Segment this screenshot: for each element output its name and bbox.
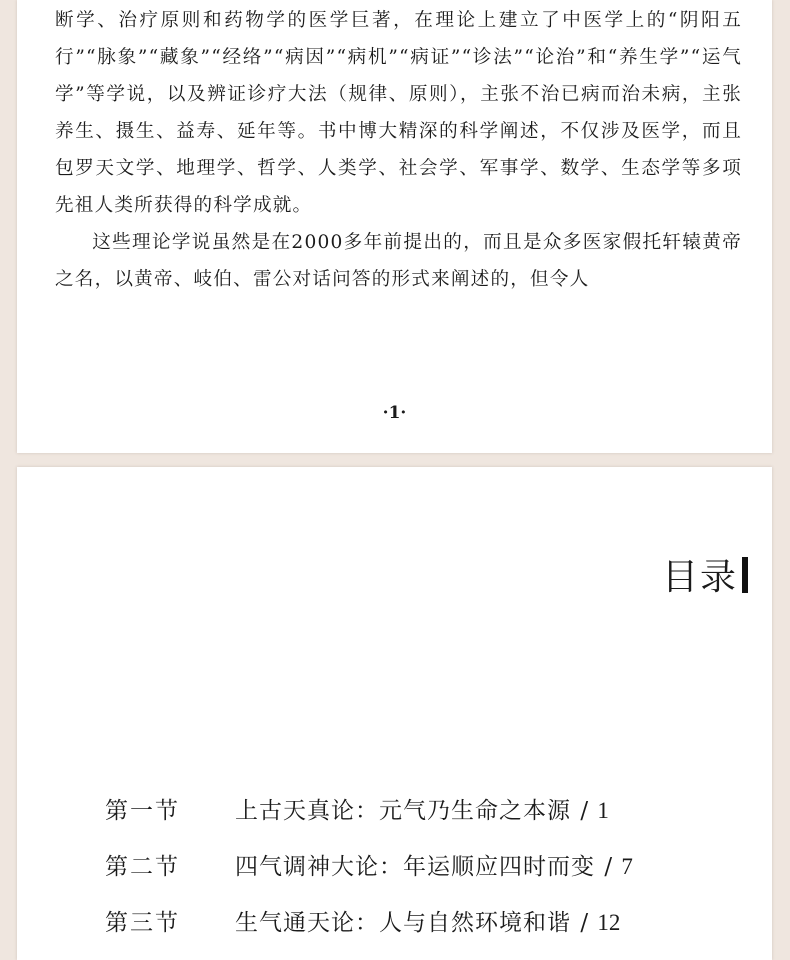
paragraph: 这些理论学说虽然是在2000多年前提出的，而且是众多医家假托轩辕黄帝之名，以黄帝、岐伯、雷公对话问答的形式来阐述的，但令人 (55, 232, 742, 290)
page-body-text (55, 2, 742, 298)
book-page-upper (17, 0, 772, 453)
toc-heading: 四气调神大论：年运顺应四时而变 (235, 854, 595, 880)
toc-heading: 上古天真论：元气乃生命之本源 (235, 798, 571, 824)
toc-page-number: 7 (621, 854, 633, 879)
toc-entry (105, 904, 633, 960)
toc-separator: / (580, 910, 589, 936)
toc-page-number: 1 (597, 798, 609, 823)
toc-header (662, 549, 748, 600)
toc-heading: 生气通天论：人与自然环境和谐 (235, 910, 571, 936)
toc-separator: / (604, 854, 613, 880)
table-of-contents (105, 792, 633, 960)
toc-section-number: 第二节 (105, 854, 180, 880)
title-bar-decoration (742, 557, 748, 593)
toc-separator: / (580, 798, 589, 824)
toc-title: 目录 (661, 557, 738, 598)
toc-entry (105, 848, 633, 904)
toc-page-number: 12 (597, 910, 621, 935)
toc-section-number: 第三节 (105, 910, 180, 936)
toc-entry (105, 792, 633, 848)
paragraph: 断学、治疗原则和药物学的医学巨著，在理论上建立了中医学上的“阴阳五行”“脉象”“藏象”“经络”“病因”“病机”“病证”“诊法”“论治”和“养生学”“运气学”等学说，以及辨证诊疗大法（规律、原则），主张不治已病而治未病，主张养生、摄生、益寿、延年等。书中博大精深的科学阐述，不仅涉及医学，而且包罗天文学、地理学、哲学、人类学、社会学、军事学、数学、生态学等多项先祖人类所获得的科学成就。 (55, 10, 742, 216)
page-number: ·1· (382, 403, 407, 423)
toc-section-number: 第一节 (105, 798, 180, 824)
book-page-lower (17, 467, 772, 960)
